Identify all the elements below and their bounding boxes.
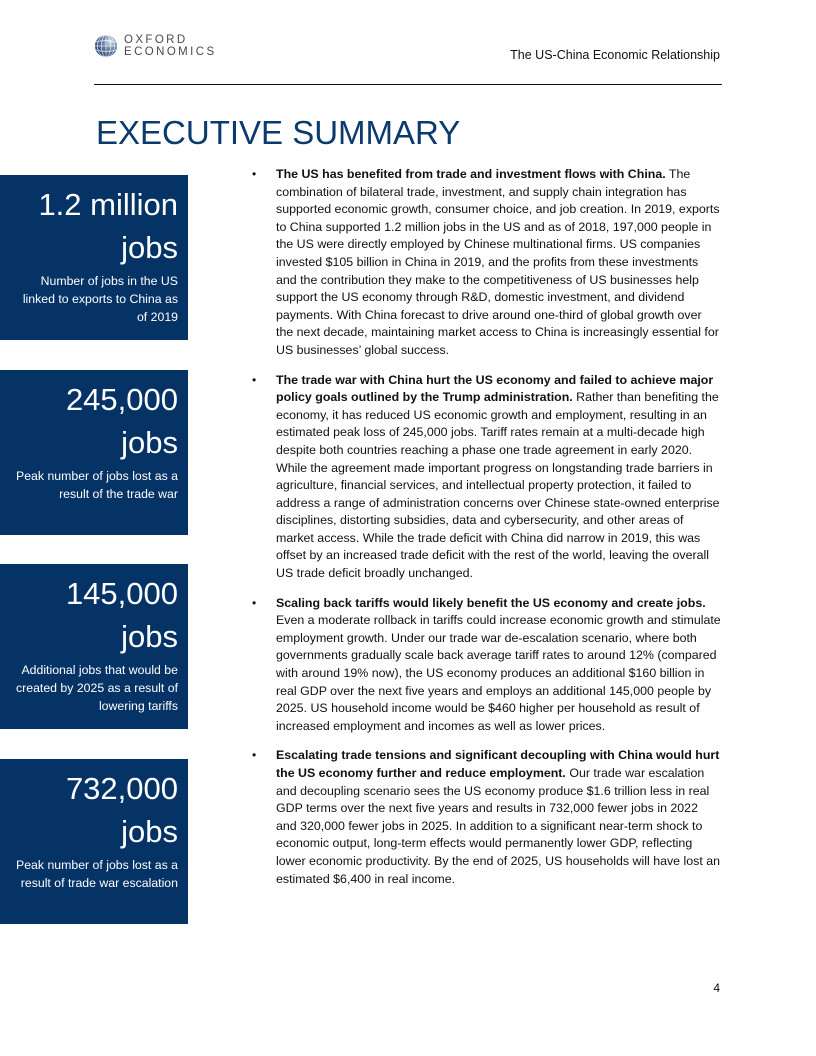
summary-bullet-list (252, 166, 722, 900)
page-number: 4 (713, 981, 720, 995)
bullet-trade-investment-benefits (252, 166, 722, 360)
stat-description: Peak number of jobs lost as a result of the trade war (16, 469, 178, 501)
page-title: EXECUTIVE SUMMARY (96, 114, 461, 151)
logo-line-1: OXFORD (124, 34, 188, 46)
globe-icon (94, 34, 118, 58)
bullet-marker: • (252, 372, 257, 387)
bullet-lead-text: Scaling back tariffs would likely benefit the US economy and create jobs. (276, 595, 706, 610)
bullet-lead-text: Escalating trade tensions and significant decoupling with China would hurt the US economy further and reduce employment. (276, 748, 720, 780)
bullet-body-text: Rather than benefiting the economy, it has reduced US economic growth and employment, resulting in an estimated peak loss of 245,000 jobs. Tariff rates remain at a multi-decade high despite both countries reaching a phase one trade agreement in early 2020. While the agreement made important progress on longstanding trade barriers in agriculture, financial services, and intellectual property protection, it failed to address a range of administration concerns over Chinese state-owned enterprise disciplines, distorting subsidies, data and cybersecurity, and other areas of market access. While the trade deficit with China did narrow in 2019, this was offset by an increased trade deficit with the rest of the world, leaving the overall US trade deficit broadly unchanged. (276, 390, 720, 581)
header-divider (94, 84, 722, 85)
bullet-escalation-decoupling (252, 747, 722, 888)
stat-box-trade-war-jobs-lost (0, 370, 188, 535)
oxford-economics-logo (94, 34, 217, 58)
bullet-lead-text: The US has benefited from trade and investment flows with China. (276, 167, 666, 181)
stat-box-tariff-rollback-jobs (0, 564, 188, 729)
stat-unit: jobs (121, 425, 178, 460)
stat-unit: jobs (121, 814, 178, 849)
bullet-trade-war-impact (252, 372, 722, 583)
bullet-marker: • (252, 595, 257, 610)
stat-unit: jobs (121, 230, 178, 265)
logo-line-2: ECONOMICS (124, 46, 217, 58)
stat-unit: jobs (121, 619, 178, 654)
bullet-scaling-back-tariffs (252, 595, 722, 736)
bullet-lead-text: The trade war with China hurt the US economy and failed to achieve major policy goals outlined by the Trump administration. (276, 372, 714, 405)
stat-value: 245,000 (65, 382, 178, 417)
bullet-body-text: The combination of bilateral trade, investment, and supply chain integration has supported economic growth, consumer choice, and job creation. In 2019, exports to China supported 1.2 million jobs in the US and as of 2018, 197,000 people in the US were directly employed by Chinese multinational firms. US companies invested $105 billion in China in 2019, and the profits from these investments and the contribution they make to the competitiveness of US businesses help support the US economy through R&D, domestic investment, and dividend payments. With China forecast to drive around one-third of global growth over the next decade, maintaining market access to China is increasingly essential for US businesses’ global success. (276, 167, 720, 357)
logo-wordmark (124, 34, 217, 58)
stat-value: 1.2 million (38, 187, 178, 222)
bullet-body-text: Our trade war escalation and decoupling scenario sees the US economy produce $1.6 trillion less in real GDP terms over the next five years and results in 732,000 fewer jobs in 2022 and 320,000 fewer jobs in 2025. In addition to a significant near-term shock to economic output, long-term effects would permanently lower GDP, reflecting lower economic productivity. By the end of 2025, US households will have lost an estimated $6,400 in real income. (276, 766, 721, 886)
stat-description: Peak number of jobs lost as a result of trade war escalation (16, 858, 178, 890)
stat-value: 145,000 (65, 576, 178, 611)
stat-box-exports-jobs (0, 175, 188, 340)
stat-description: Additional jobs that would be created by 2025 as a result of lowering tariffs (15, 663, 178, 713)
document-title: The US-China Economic Relationship (510, 48, 720, 62)
stat-value: 732,000 (65, 771, 178, 806)
bullet-marker: • (252, 167, 257, 181)
bullet-body-text: Even a moderate rollback in tariffs could increase economic growth and stimulate employment growth. Under our trade war de-escalation scenario, where both governments gradually scale back average tariff rates to around 12% (compared with around 19% now), the US economy produces an additional $160 billion in real GDP over the next five years and employs an additional 145,000 people by 2025. US household income would be $460 higher per household as result of increased employment and incomes as well as lower prices. (276, 613, 721, 733)
stat-box-escalation-jobs-lost (0, 759, 188, 924)
stat-description: Number of jobs in the US linked to exports to China as of 2019 (22, 274, 178, 324)
bullet-marker: • (252, 748, 257, 763)
